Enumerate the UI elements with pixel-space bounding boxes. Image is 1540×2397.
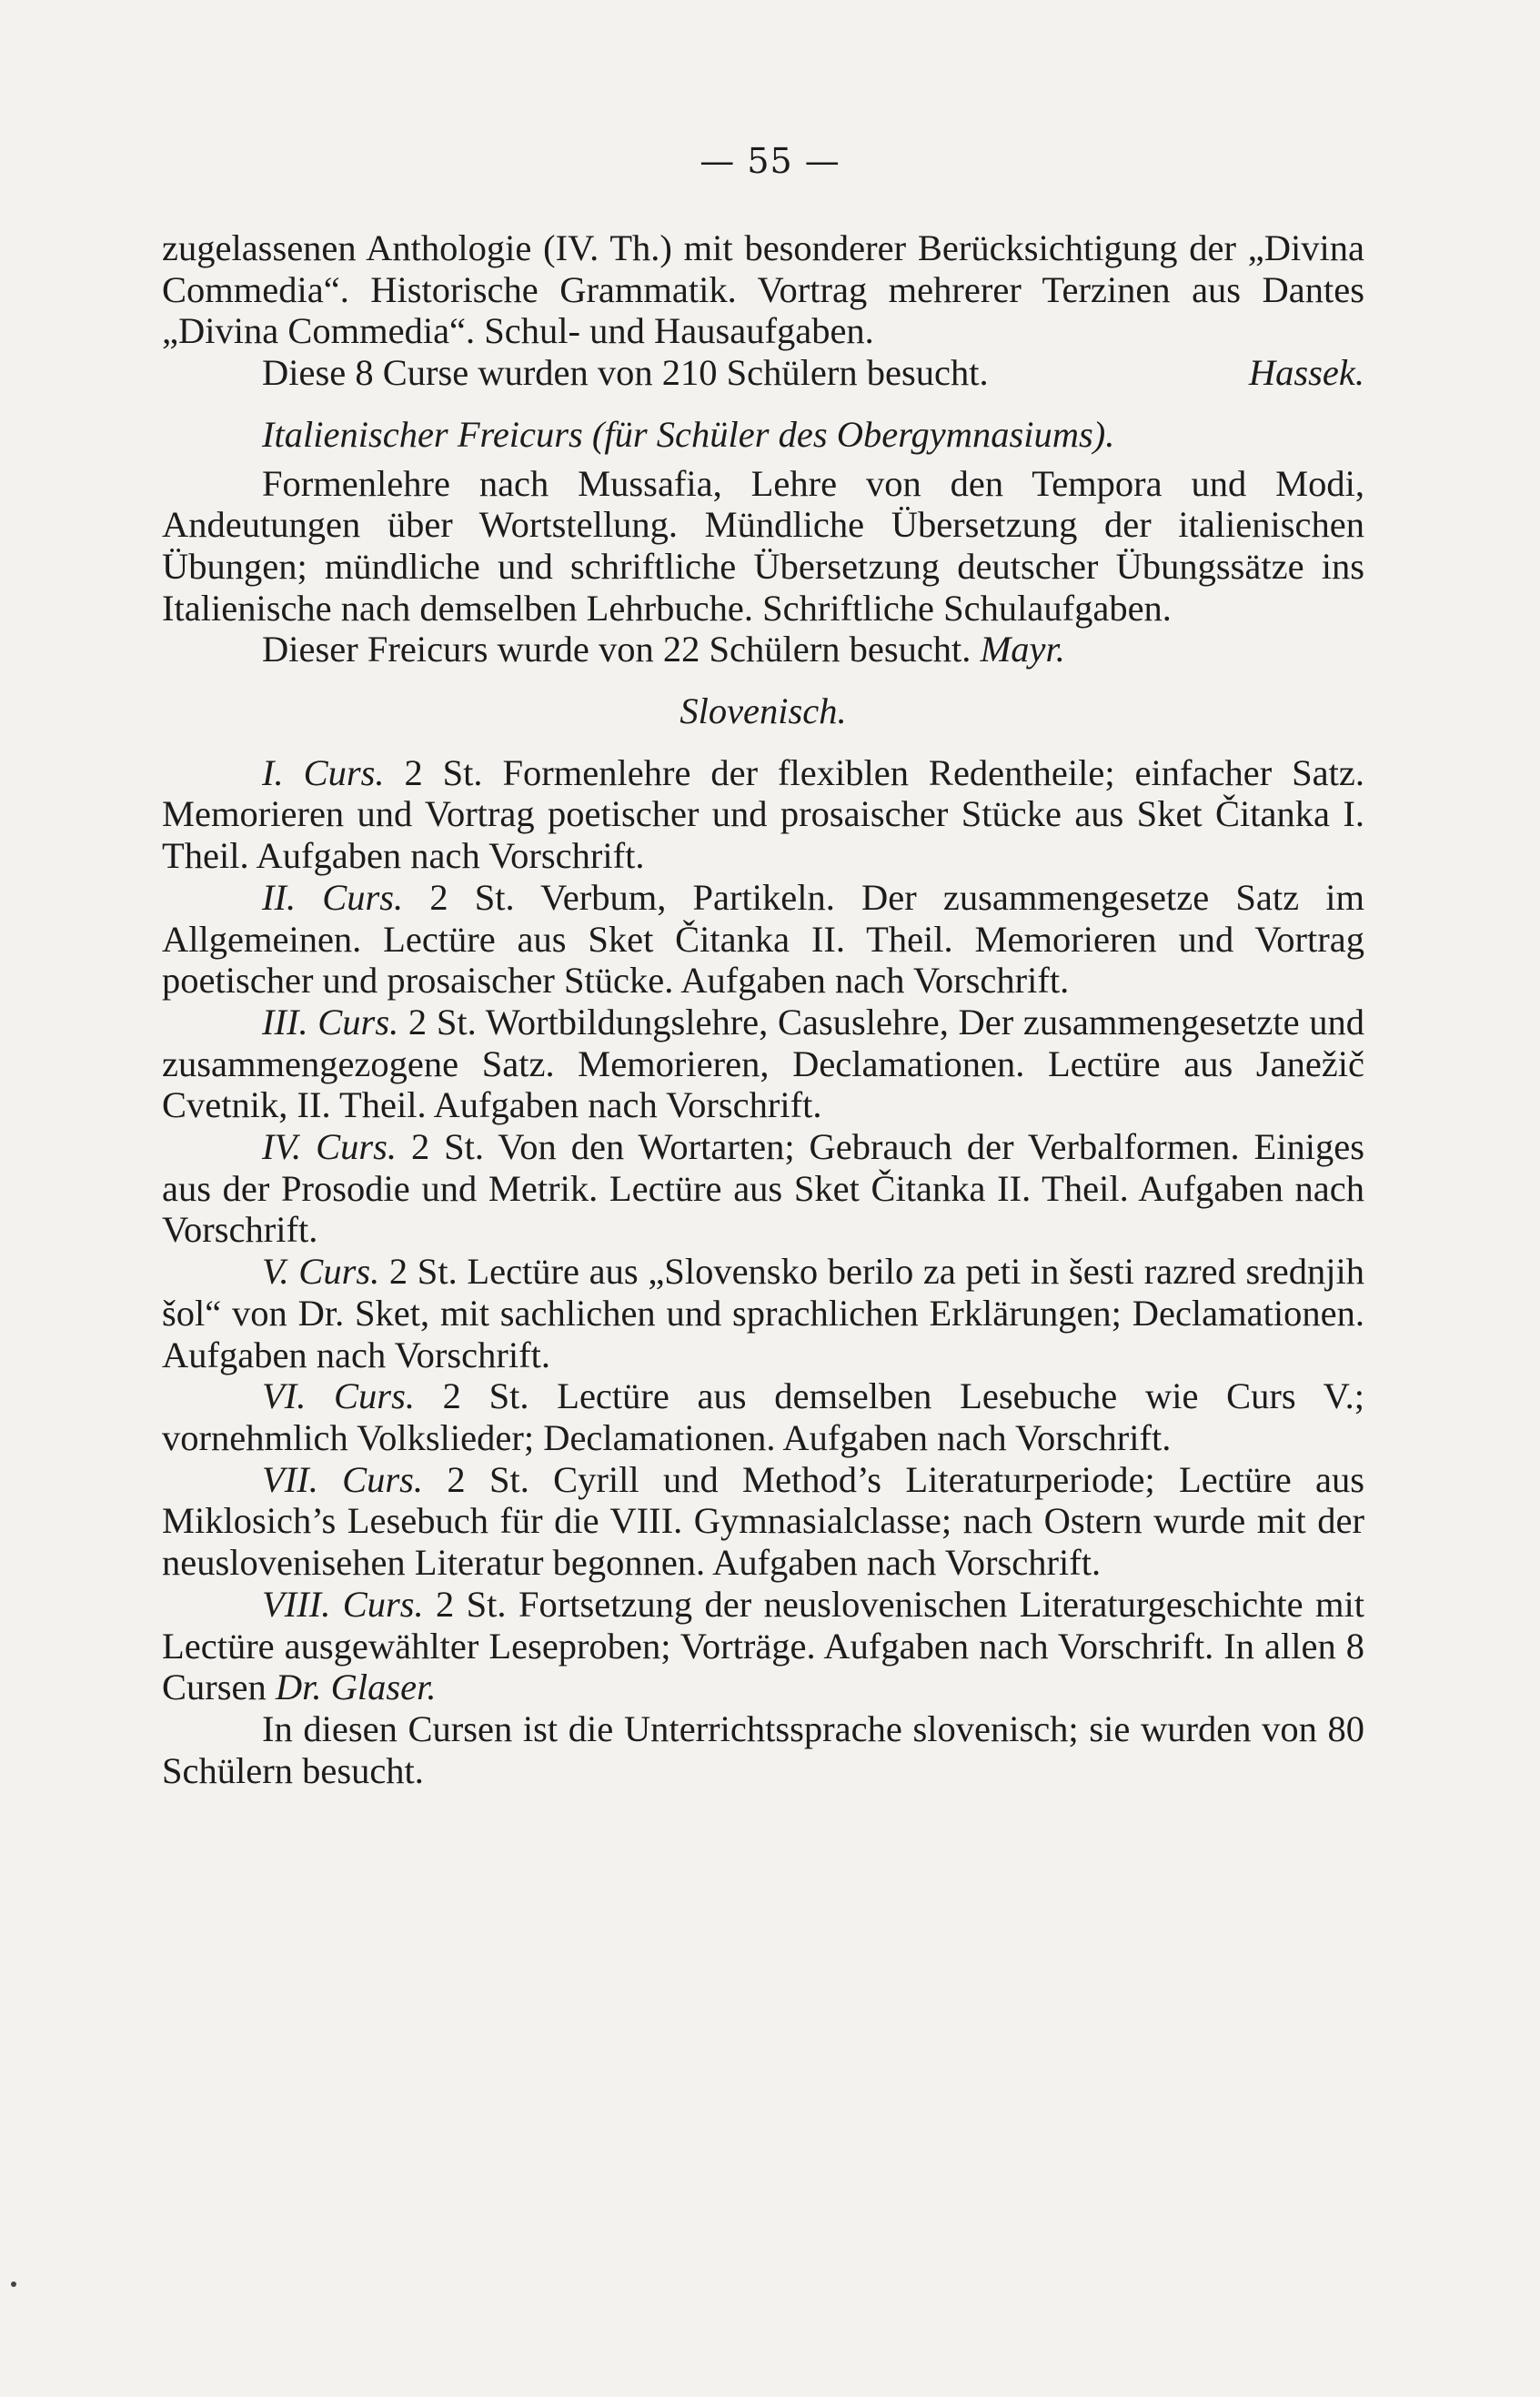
- italian-summary: [162, 629, 1364, 670]
- slovenian-summary: In diesen Cursen ist die Unterrichtssprache slovenisch; sie wurden von 80 Schülern besucht.: [162, 1707, 1364, 1791]
- course-label: III. Curs.: [262, 1001, 399, 1042]
- course-label: IV. Curs.: [262, 1126, 397, 1168]
- course-text: 2 St. Fortsetzung der neuslovenischen Literaturgeschichte mit Lectüre ausgewählter Leseproben; Vorträge. Aufgaben nach Vorschrift. In allen 8 Cursen: [162, 1583, 1364, 1708]
- slovenian-heading: [162, 690, 1364, 732]
- course-text: 2 St. Lectüre aus demselben Lesebuche wie Curs V.; vornehmlich Volkslieder; Declamationen. Aufgaben nach Vorschrift.: [162, 1375, 1365, 1458]
- course-text: 2 St. Wortbildungslehre, Casuslehre, Der zusammengesetzte und zusammengezogene Satz. Memorieren, Declamationen. Lectüre aus Janežič Cvetnik, II. Theil. Aufgaben nach Vorschrift.: [162, 1001, 1364, 1126]
- course-text: 2 St. Von den Wortarten; Gebrauch der Verbalformen. Einiges aus der Prosodie und Metrik. Lectüre aus Sket Čitanka II. Theil. Aufgaben nach Vorschrift.: [162, 1126, 1364, 1251]
- italian-body: Formenlehre nach Mussafia, Lehre von den Tempora und Modi, Andeutungen über Wortstellung. Mündliche Übersetzung der italienischen Übungen; mündliche und schriftliche Übersetzung deutscher Übungssätze ins Italienische nach demselben Lehrbuche. Schriftliche Schulaufgaben.: [162, 462, 1364, 629]
- course-text: 2 St. Verbum, Partikeln. Der zusammengesetze Satz im Allgemeinen. Lectüre aus Sket Čitanka II. Theil. Memorieren und Vortrag poetischer und prosaischer Stücke. Aufgaben nach Vorschrift.: [162, 876, 1364, 1002]
- course-label: I. Curs.: [262, 751, 385, 793]
- slovenian-heading-text: Slovenisch.: [679, 690, 847, 732]
- course-label: VII. Curs.: [262, 1458, 424, 1500]
- course-text: 2 St. Cyrill und Method’s Literaturperiode; Lectüre aus Miklosich’s Lesebuch für die VIII. Gymnasialclasse; nach Ostern wurde mit der neuslovenisehen Literatur begonnen. Aufgaben nach Vorschrift.: [162, 1458, 1365, 1584]
- course-label: V. Curs.: [262, 1251, 380, 1293]
- intro-summary-text: Diese 8 Curse wurden von 210 Schülern besucht.: [262, 352, 989, 394]
- page-body: [162, 227, 1364, 1791]
- intro-paragraph: zugelassenen Anthologie (IV. Th.) mit besonderer Berücksichtigung der „Divina Commedia“. Historische Grammatik. Vortrag mehrerer Terzinen aus Dantes „Divina Commedia“. Schul- und Hausaufgaben.: [162, 227, 1364, 352]
- page-number: — 55 —: [700, 141, 840, 181]
- italian-heading-text: Italienischer Freicurs (für Schüler des Obergymnasiums).: [262, 413, 1115, 455]
- intro-summary: [162, 352, 1364, 394]
- italian-heading: [162, 414, 1364, 456]
- course-text: 2 St. Formenlehre der flexiblen Redentheile; einfacher Satz. Memorieren und Vortrag poetischer und prosaischer Stücke aus Sket Čitanka I. Theil. Aufgaben nach Vorschrift.: [162, 751, 1364, 877]
- course-label: II. Curs.: [262, 876, 404, 918]
- course-item: [162, 1584, 1364, 1708]
- course-teacher: Dr. Glaser.: [275, 1667, 437, 1708]
- course-text: 2 St. Lectüre aus „Slovensko berilo za peti in šesti razred srednjih šol“ von Dr. Sket, mit sachlichen und sprachlichen Erklärungen; Declamationen. Aufgaben nach Vorschrift.: [162, 1251, 1364, 1375]
- page-speck: [11, 2281, 16, 2287]
- course-item: [162, 752, 1364, 877]
- italian-summary-text: Dieser Freicurs wurde von 22 Schülern besucht.: [262, 629, 971, 670]
- course-item: [162, 1002, 1364, 1126]
- course-item: [162, 1126, 1364, 1251]
- course-label: VI. Curs.: [262, 1375, 415, 1417]
- course-item: [162, 1459, 1364, 1584]
- course-item: [162, 1251, 1364, 1375]
- italian-teacher: Mayr.: [980, 629, 1065, 670]
- course-item: [162, 877, 1364, 1002]
- course-label: VIII. Curs.: [262, 1583, 424, 1625]
- course-item: [162, 1375, 1364, 1458]
- intro-teacher: Hassek.: [1248, 352, 1364, 394]
